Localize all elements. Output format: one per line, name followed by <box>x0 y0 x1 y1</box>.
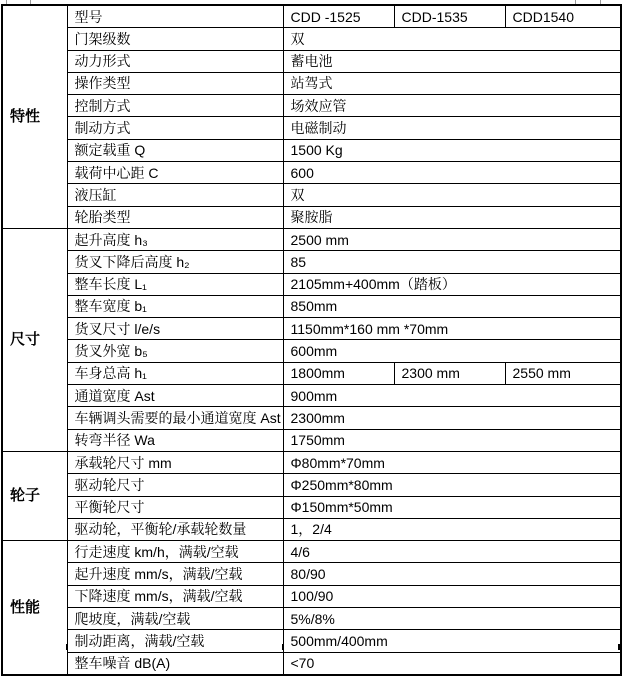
spec-label: 制动方式 <box>67 117 283 139</box>
table-row <box>2 295 621 317</box>
table-row <box>2 162 621 184</box>
spec-label: 行走速度 km/h，满载/空载 <box>67 541 283 563</box>
table-border-line <box>282 644 283 650</box>
spec-value: 100/90 <box>283 585 621 607</box>
spec-label: 制动距离，满载/空载 <box>67 630 283 652</box>
spec-label: 液压缸 <box>67 184 283 206</box>
spec-value: 2550 mm <box>505 362 621 384</box>
spec-value: Φ80mm*70mm <box>283 451 621 473</box>
spec-table <box>1 4 622 676</box>
spec-table-body <box>2 5 621 675</box>
table-row <box>2 117 621 139</box>
spec-label: 额定载重 Q <box>67 139 283 161</box>
spec-label: 型号 <box>67 5 283 28</box>
spec-label: 通道宽度 Ast <box>67 385 283 407</box>
table-row <box>2 362 621 384</box>
spec-value: 500mm/400mm <box>283 630 621 652</box>
table-row <box>2 407 621 429</box>
section-label: 性能 <box>2 541 67 675</box>
spec-value: 600 <box>283 162 621 184</box>
table-row <box>2 273 621 295</box>
spec-value: Φ250mm*80mm <box>283 474 621 496</box>
table-row <box>2 72 621 94</box>
spec-value: CDD-1535 <box>394 5 505 28</box>
table-row <box>2 5 621 28</box>
spec-label: 货叉下降后高度 h₂ <box>67 251 283 273</box>
spec-value: 聚胺脂 <box>283 206 621 228</box>
spec-label: 车身总高 h₁ <box>67 362 283 384</box>
spec-label: 起升高度 h₃ <box>67 228 283 250</box>
spec-value: 1150mm*160 mm *70mm <box>283 318 621 340</box>
spec-value: 2300mm <box>283 407 621 429</box>
spec-label: 整车宽度 b₁ <box>67 295 283 317</box>
spec-label: 整车噪音 dB(A) <box>67 652 283 675</box>
spec-value: 蓄电池 <box>283 50 621 72</box>
spec-value: <70 <box>283 652 621 675</box>
section-label: 尺寸 <box>2 228 67 451</box>
spec-value: 1800mm <box>283 362 394 384</box>
spec-value: 850mm <box>283 295 621 317</box>
spec-label: 驱动轮尺寸 <box>67 474 283 496</box>
table-row <box>2 608 621 630</box>
table-row <box>2 563 621 585</box>
spec-label: 操作类型 <box>67 72 283 94</box>
spec-value: Φ150mm*50mm <box>283 496 621 518</box>
table-row <box>2 206 621 228</box>
spec-value: CDD -1525 <box>283 5 394 28</box>
table-row <box>2 474 621 496</box>
table-row <box>2 385 621 407</box>
table-row <box>2 228 621 250</box>
table-row <box>2 496 621 518</box>
spec-label: 爬坡度，满载/空载 <box>67 608 283 630</box>
table-row <box>2 28 621 50</box>
spec-label: 转弯半径 Wa <box>67 429 283 451</box>
spec-label: 承载轮尺寸 mm <box>67 451 283 473</box>
spec-value: 600mm <box>283 340 621 362</box>
spec-label: 货叉尺寸 l/e/s <box>67 318 283 340</box>
section-label: 特性 <box>2 5 67 228</box>
table-row <box>2 585 621 607</box>
spec-label: 控制方式 <box>67 95 283 117</box>
table-row <box>2 251 621 273</box>
spec-table-container <box>1 4 622 676</box>
spec-label: 起升速度 mm/s，满载/空载 <box>67 563 283 585</box>
spec-value: 1，2/4 <box>283 518 621 540</box>
spec-value: 1750mm <box>283 429 621 451</box>
spec-value: 2500 mm <box>283 228 621 250</box>
spec-label: 轮胎类型 <box>67 206 283 228</box>
table-row <box>2 318 621 340</box>
cutoff-next-row <box>1 644 620 650</box>
spec-value: 85 <box>283 251 621 273</box>
table-row <box>2 139 621 161</box>
spec-value: 场效应管 <box>283 95 621 117</box>
spec-label: 载荷中心距 C <box>67 162 283 184</box>
spec-value: 4/6 <box>283 541 621 563</box>
spec-value: 1500 Kg <box>283 139 621 161</box>
spec-label: 下降速度 mm/s，满载/空载 <box>67 585 283 607</box>
table-border-line <box>618 644 620 650</box>
spec-value: 900mm <box>283 385 621 407</box>
spec-value: 5%/8% <box>283 608 621 630</box>
spec-value: 双 <box>283 28 621 50</box>
spec-label: 平衡轮尺寸 <box>67 496 283 518</box>
table-row <box>2 541 621 563</box>
spec-value: 2300 mm <box>394 362 505 384</box>
spec-value: 80/90 <box>283 563 621 585</box>
spec-value: 2105mm+400mm（踏板） <box>283 273 621 295</box>
table-border-line <box>1 644 3 650</box>
table-row <box>2 95 621 117</box>
section-label: 轮子 <box>2 451 67 540</box>
spec-value: 站驾式 <box>283 72 621 94</box>
spec-label: 驱动轮，平衡轮/承载轮数量 <box>67 518 283 540</box>
spec-label: 整车长度 L₁ <box>67 273 283 295</box>
table-row <box>2 451 621 473</box>
table-row <box>2 518 621 540</box>
spec-label: 动力形式 <box>67 50 283 72</box>
table-row <box>2 340 621 362</box>
spec-value: 双 <box>283 184 621 206</box>
table-row <box>2 429 621 451</box>
table-row <box>2 184 621 206</box>
table-row <box>2 50 621 72</box>
table-border-line <box>66 644 67 650</box>
table-row <box>2 652 621 675</box>
spec-label: 货叉外宽 b₅ <box>67 340 283 362</box>
spec-label: 车辆调头需要的最小通道宽度 Ast <box>67 407 283 429</box>
spec-label: 门架级数 <box>67 28 283 50</box>
spec-value: 电磁制动 <box>283 117 621 139</box>
spec-value: CDD1540 <box>505 5 621 28</box>
